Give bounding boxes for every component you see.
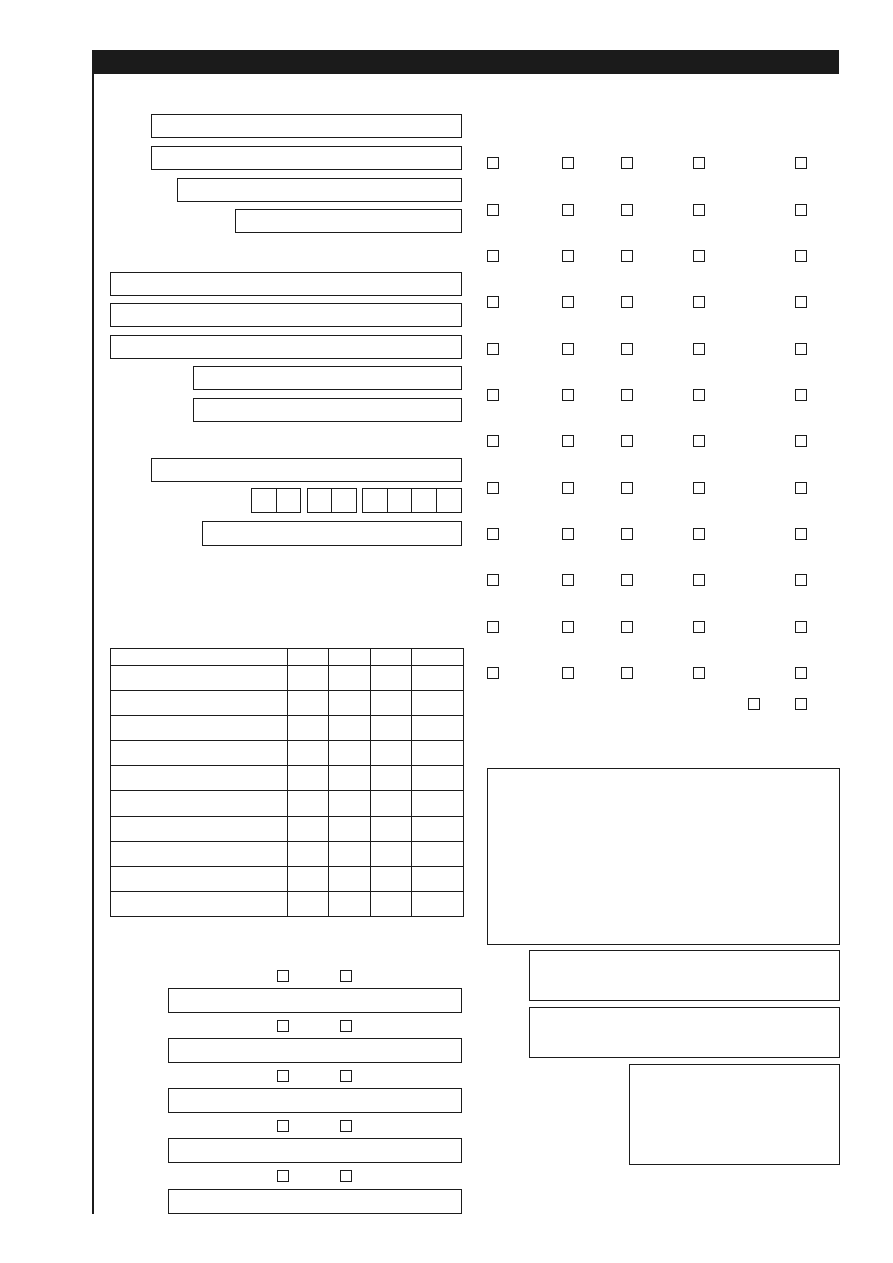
checklist-checkbox-r3-c4[interactable] [693,250,705,262]
personal-field-2[interactable] [151,146,462,170]
checklist-checkbox-r11-c2[interactable] [562,621,574,633]
checklist-checkbox-r5-c4[interactable] [693,343,705,355]
answer-field-2[interactable] [168,1038,462,1063]
table-cell[interactable] [371,691,412,716]
table-cell[interactable] [288,791,329,816]
table-cell[interactable] [288,666,329,691]
checklist-checkbox-r5-c3[interactable] [621,343,633,355]
checklist-checkbox-r8-c3[interactable] [621,482,633,494]
checklist-checkbox-r3-c3[interactable] [621,250,633,262]
checklist-checkbox-r11-c5[interactable] [795,621,807,633]
date-digit-1[interactable] [251,488,277,513]
table-cell[interactable] [412,816,464,841]
yes-checkbox-2[interactable] [277,1020,289,1032]
table-cell[interactable] [412,791,464,816]
table-row [111,866,464,891]
table-cell[interactable] [371,741,412,766]
checklist-checkbox-r7-c5[interactable] [795,435,807,447]
checklist-checkbox-r2-c3[interactable] [621,204,633,216]
answer-field-4[interactable] [168,1138,462,1163]
checklist-checkbox-r6-c4[interactable] [693,389,705,401]
table-cell[interactable] [288,716,329,741]
checklist-checkbox-r3-c5[interactable] [795,250,807,262]
reference-field[interactable] [202,521,462,546]
yes-checkbox-3[interactable] [277,1070,289,1082]
checklist-checkbox-r4-c4[interactable] [693,296,705,308]
checklist-checkbox-r4-c3[interactable] [621,296,633,308]
checklist-checkbox-r10-c4[interactable] [693,574,705,586]
checklist-checkbox-r9-c4[interactable] [693,528,705,540]
yes-checkbox-5[interactable] [277,1170,289,1182]
checklist-checkbox-r12-c1[interactable] [487,667,499,679]
checklist-checkbox-r7-c4[interactable] [693,435,705,447]
table-cell[interactable] [412,766,464,791]
checklist-checkbox-r10-c2[interactable] [562,574,574,586]
checklist-checkbox-r1-c2[interactable] [562,157,574,169]
checklist-checkbox-r7-c3[interactable] [621,435,633,447]
checklist-checkbox-r2-c2[interactable] [562,204,574,216]
checklist-checkbox-r8-c5[interactable] [795,482,807,494]
yes-checkbox-1[interactable] [277,970,289,982]
table-cell[interactable] [412,666,464,691]
table-cell[interactable] [412,841,464,866]
table-cell[interactable] [412,891,464,916]
table-row [111,841,464,866]
table-cell[interactable] [371,891,412,916]
checklist-checkbox-r6-c1[interactable] [487,389,499,401]
data-table [110,648,464,917]
table-cell[interactable] [288,841,329,866]
no-checkbox-1[interactable] [340,970,352,982]
table-cell[interactable] [371,666,412,691]
no-checkbox-2[interactable] [340,1020,352,1032]
table-cell[interactable] [371,716,412,741]
table-cell[interactable] [111,866,288,891]
checklist-checkbox-r8-c1[interactable] [487,482,499,494]
address-field-5[interactable] [193,398,462,422]
personal-field-4[interactable] [235,209,462,233]
table-cell[interactable] [288,691,329,716]
address-field-3[interactable] [110,335,462,359]
table-row [111,791,464,816]
table-cell[interactable] [412,691,464,716]
personal-field-3[interactable] [177,178,462,202]
table-cell[interactable] [111,666,288,691]
table-cell[interactable] [329,691,371,716]
checklist-checkbox-r4-c2[interactable] [562,296,574,308]
answer-field-3[interactable] [168,1088,462,1113]
checklist-checkbox-r1-c5[interactable] [795,157,807,169]
table-header-row [111,649,464,666]
checklist-checkbox-r9-c3[interactable] [621,528,633,540]
answer-field-1[interactable] [168,988,462,1013]
table-row [111,891,464,916]
table-cell[interactable] [329,741,371,766]
checklist-checkbox-r4-c5[interactable] [795,296,807,308]
checklist-checkbox-r1-c1[interactable] [487,157,499,169]
checklist-checkbox-r2-c4[interactable] [693,204,705,216]
checklist-checkbox-r10-c3[interactable] [621,574,633,586]
checklist-checkbox-r4-c1[interactable] [487,296,499,308]
checklist-checkbox-r12-c5[interactable] [795,667,807,679]
address-field-1[interactable] [110,272,462,296]
date-digit-8[interactable] [436,488,462,513]
date-box[interactable] [529,1007,840,1058]
date-digit-6[interactable] [387,488,412,513]
table-cell[interactable] [111,741,288,766]
checklist-checkbox-r12-c3[interactable] [621,667,633,679]
yes-checkbox-4[interactable] [277,1120,289,1132]
table-row [111,666,464,691]
table-cell[interactable] [371,816,412,841]
table-cell[interactable] [329,666,371,691]
no-checkbox-3[interactable] [340,1070,352,1082]
stamp-box[interactable] [629,1064,840,1165]
date-digit-5[interactable] [362,488,388,513]
checklist-checkbox-r9-c2[interactable] [562,528,574,540]
table-cell[interactable] [288,866,329,891]
signature-box[interactable] [529,950,840,1001]
checklist-checkbox-r12-c4[interactable] [693,667,705,679]
table-cell[interactable] [329,816,371,841]
table-cell[interactable] [288,741,329,766]
address-field-2[interactable] [110,303,462,327]
table-row [111,741,464,766]
table-cell[interactable] [412,866,464,891]
table-cell[interactable] [371,841,412,866]
table-cell[interactable] [371,766,412,791]
checklist-checkbox-r6-c5[interactable] [795,389,807,401]
address-field-4[interactable] [193,366,462,390]
date-digit-7[interactable] [411,488,437,513]
table-row [111,816,464,841]
table-cell[interactable] [288,891,329,916]
table-cell[interactable] [288,766,329,791]
table-cell[interactable] [371,791,412,816]
table-header-cell [371,649,412,666]
checklist-checkbox-r3-c2[interactable] [562,250,574,262]
table-row [111,716,464,741]
table-cell[interactable] [111,841,288,866]
table-header-cell [111,649,288,666]
checklist-checkbox-r12-c2[interactable] [562,667,574,679]
date-digit-3[interactable] [307,488,332,513]
answer-field-5[interactable] [168,1189,462,1214]
table-row [111,691,464,716]
checklist-checkbox-r5-c1[interactable] [487,343,499,355]
checklist-checkbox-r1-c3[interactable] [621,157,633,169]
extra-checkbox-1[interactable] [748,698,760,710]
checklist-checkbox-r5-c5[interactable] [795,343,807,355]
left-margin-rule [92,50,94,1214]
checklist-checkbox-r7-c1[interactable] [487,435,499,447]
checklist-checkbox-r7-c2[interactable] [562,435,574,447]
contact-field[interactable] [151,458,462,482]
table-cell[interactable] [329,766,371,791]
checklist-checkbox-r6-c2[interactable] [562,389,574,401]
checklist-checkbox-r5-c2[interactable] [562,343,574,355]
table-cell[interactable] [371,866,412,891]
checklist-checkbox-r8-c4[interactable] [693,482,705,494]
table-cell[interactable] [329,866,371,891]
personal-field-1[interactable] [151,114,462,138]
date-digit-2[interactable] [276,488,301,513]
checklist-checkbox-r9-c1[interactable] [487,528,499,540]
table-cell[interactable] [288,816,329,841]
form-header-bar [93,50,839,74]
checklist-checkbox-r3-c1[interactable] [487,250,499,262]
checklist-checkbox-r11-c3[interactable] [621,621,633,633]
table-header-cell [329,649,371,666]
table-cell[interactable] [412,716,464,741]
table-cell[interactable] [412,741,464,766]
checklist-checkbox-r11-c1[interactable] [487,621,499,633]
extra-checkbox-2[interactable] [795,698,807,710]
no-checkbox-5[interactable] [340,1170,352,1182]
table-cell[interactable] [111,766,288,791]
table-cell[interactable] [111,816,288,841]
table-cell[interactable] [111,791,288,816]
table-cell[interactable] [329,891,371,916]
checklist-checkbox-r2-c5[interactable] [795,204,807,216]
table-row [111,766,464,791]
date-digit-4[interactable] [331,488,357,513]
table-cell[interactable] [111,891,288,916]
table-cell[interactable] [111,716,288,741]
checklist-checkbox-r2-c1[interactable] [487,204,499,216]
checklist-checkbox-r10-c5[interactable] [795,574,807,586]
no-checkbox-4[interactable] [340,1120,352,1132]
checklist-checkbox-r6-c3[interactable] [621,389,633,401]
checklist-checkbox-r8-c2[interactable] [562,482,574,494]
table-cell[interactable] [329,841,371,866]
table-cell[interactable] [329,716,371,741]
table-cell[interactable] [111,691,288,716]
table-header-cell [412,649,464,666]
checklist-checkbox-r9-c5[interactable] [795,528,807,540]
table-cell[interactable] [329,791,371,816]
comments-box[interactable] [487,768,840,945]
checklist-checkbox-r11-c4[interactable] [693,621,705,633]
checklist-checkbox-r10-c1[interactable] [487,574,499,586]
table-header-cell [288,649,329,666]
checklist-checkbox-r1-c4[interactable] [693,157,705,169]
